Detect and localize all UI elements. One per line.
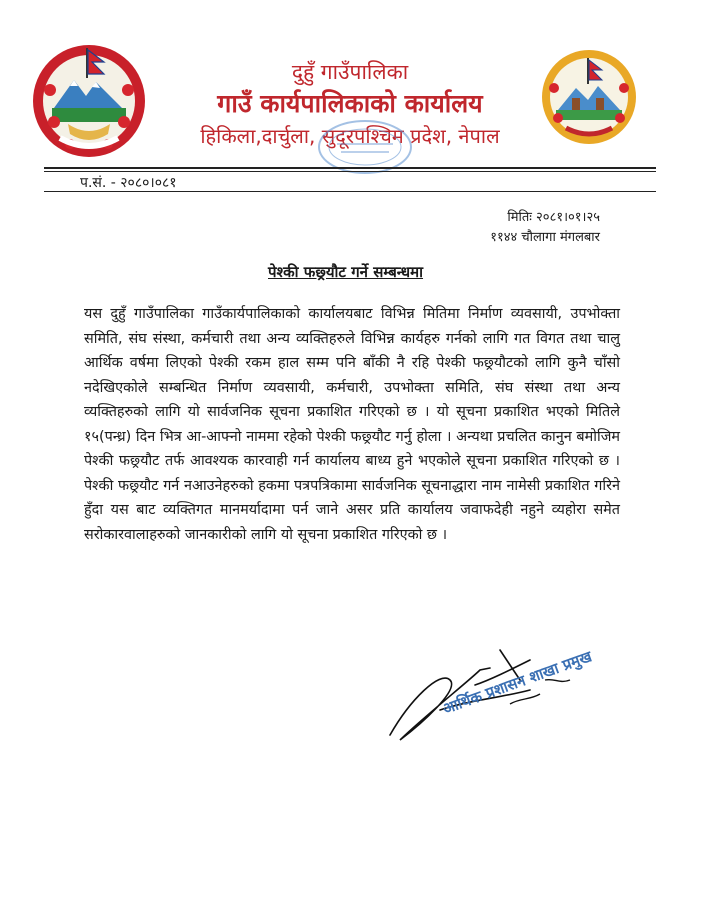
reference-rule bbox=[44, 191, 656, 192]
nepal-government-emblem-icon bbox=[30, 42, 148, 160]
date-block bbox=[470, 208, 600, 248]
municipality-name: दुहुँ गाउँपालिका bbox=[291, 60, 409, 84]
notice-body: यस दुहुँ गाउँपालिका गाउँकार्यपालिकाको कार्यालयबाट विभिन्न मितिमा निर्माण व्यवसायी, उपभोक्ता समिति, संघ संस्था, कर्मचारी तथा अन्य व्यक्तिहरुले विभिन्न कार्यहरु गर्नको लागि गत विगत तथा चालु आर्थिक वर्षमा लिएको पेश्की रकम हाल सम्म पनि बाँकी नै रहि पेश्की फछ्र्यौटको लागि कुनै चाँसो नदेखिएकोले सम्बन्धित निर्माण व्यवसायी, कर्मचारी, उपभोक्ता समिति, संघ संस्था तथा अन्य व्यक्तिहरुको लागि यो सार्वजनिक सूचना प्रकाशित गरिएको छ । यो सूचना प्रकाशित भएको मितिले १५(पन्ध्र) दिन भित्र आ-आफ्नो नाममा रहेको पेश्की फछ्र्यौट गर्नु होला । अन्यथा प्रचलित कानुन बमोजिम पेश्की फछ्र्यौट तर्फ आवश्यक कारवाही गर्न कार्यालय बाध्य हुने भएकोले सूचना प्रकाशित गरिएको छ । पेश्की फछ्र्यौट गर्न नआउनेहरुको हकमा पत्रपत्रिकामा सार्वजनिक सूचनाद्धारा नाम नामेसी प्रकाशित गरिने हुँदा यस बाट व्यक्तिगत मानमर्यादामा पर्न जाने असर प्रति कार्यालय जवाफदेही नहुने व्यहोरा समेत सरोकारवालाहरुको जानकारीको लागि यो सूचना प्रकाशित गरिएको छ । bbox=[84, 306, 620, 543]
subject-line: पेश्की फछ्र्यौट गर्ने सम्बन्धमा bbox=[268, 263, 424, 281]
duhun-rural-municipality-logo-icon bbox=[540, 48, 638, 146]
reference-number: प.सं. - २०८०।०८१ bbox=[80, 175, 177, 191]
header-rule-thick bbox=[44, 167, 656, 169]
date-line: मितिः २०८१।०१।२५ bbox=[507, 210, 600, 225]
office-name: गाउँ कार्यपालिकाको कार्यालय bbox=[217, 89, 483, 118]
office-address: हिकिला,दार्चुला, सुदूरपश्चिम प्रदेश, नेपाल bbox=[200, 124, 500, 148]
signatory-title: आर्थिक प्रशासन शाखा प्रमुख bbox=[440, 647, 595, 718]
header-rule-thin bbox=[44, 171, 656, 172]
weekday-line: ११४४ चौलागा मंगलबार bbox=[490, 230, 600, 245]
